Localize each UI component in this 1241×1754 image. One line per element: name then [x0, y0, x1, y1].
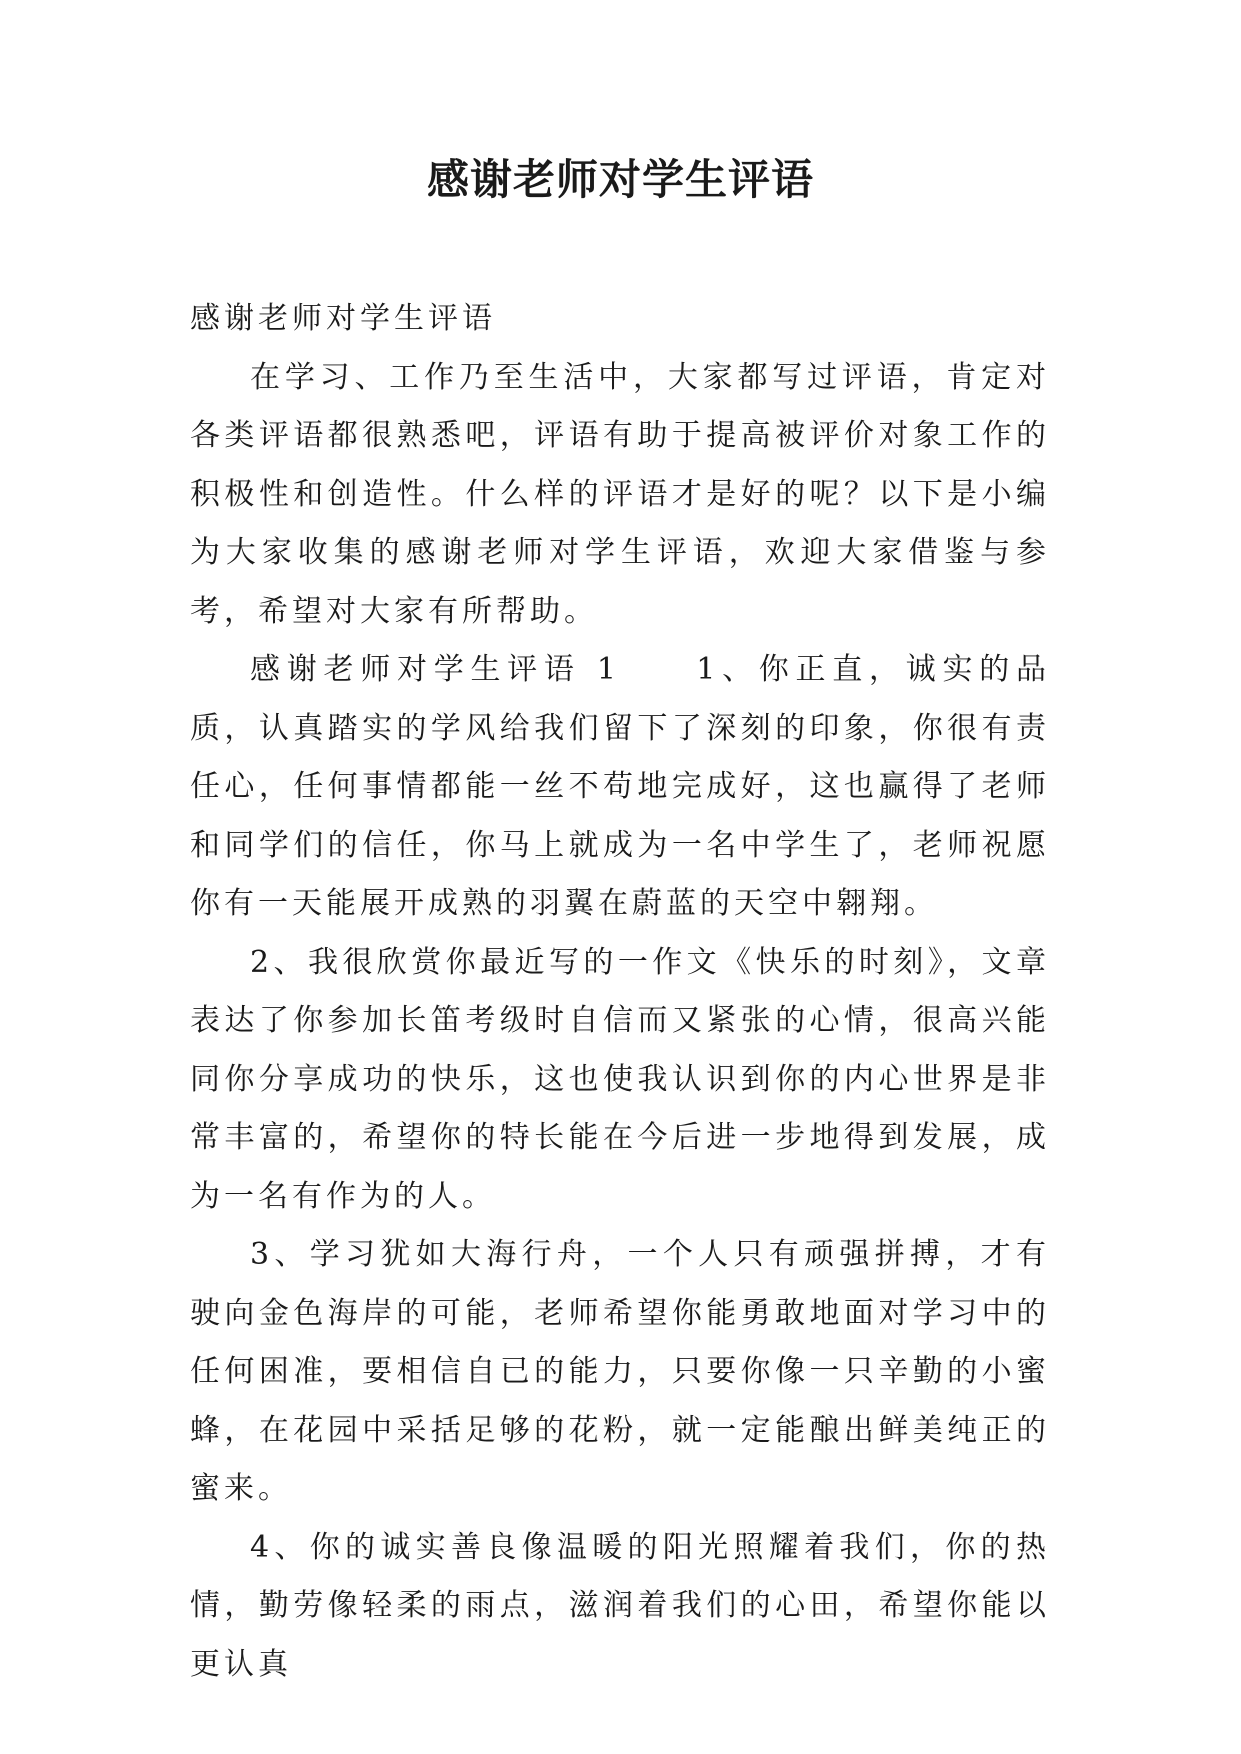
comment-paragraph-1: 感谢老师对学生评语 1 1、你正直，诚实的品质，认真踏实的学风给我们留下了深刻的印象，你很有责任心，任何事情都能一丝不苟地完成好，这也赢得了老师和同学们的信任，你马上就成为一名中学生了，老师祝愿你有一天能展开成熟的羽翼在蔚蓝的天空中翱翔。	[190, 652, 1050, 921]
intro-paragraph: 在学习、工作乃至生活中，大家都写过评语，肯定对各类评语都很熟悉吧，评语有助于提高被评价对象工作的积极性和创造性。什么样的评语才是好的呢？以下是小编为大家收集的感谢老师对学生评语，欢迎大家借鉴与参考，希望对大家有所帮助。	[190, 359, 1050, 629]
comment-paragraph-4: 4、你的诚实善良像温暖的阳光照耀着我们，你的热情，勤劳像轻柔的雨点，滋润着我们的心田，希望你能以更认真	[190, 1529, 1050, 1682]
comment-paragraph-3: 3、学习犹如大海行舟，一个人只有顽强拼搏，才有驶向金色海岸的可能，老师希望你能勇敢地面对学习中的任何困准，要相信自已的能力，只要你像一只辛勤的小蜜蜂，在花园中采括足够的花粉，就一定能酿出鲜美纯正的蜜来。	[190, 1237, 1050, 1506]
comment-paragraph-2: 2、我很欣赏你最近写的一作文《快乐的时刻》，文章表达了你参加长笛考级时自信而又紧张的心情，很高兴能同你分享成功的快乐，这也使我认识到你的内心世界是非常丰富的，希望你的特长能在今后进一步地得到发展，成为一名有作为的人。	[190, 944, 1050, 1214]
document-subtitle: 感谢老师对学生评语	[190, 301, 496, 336]
document-title: 感谢老师对学生评语	[426, 155, 814, 204]
document-body	[190, 290, 1050, 1694]
